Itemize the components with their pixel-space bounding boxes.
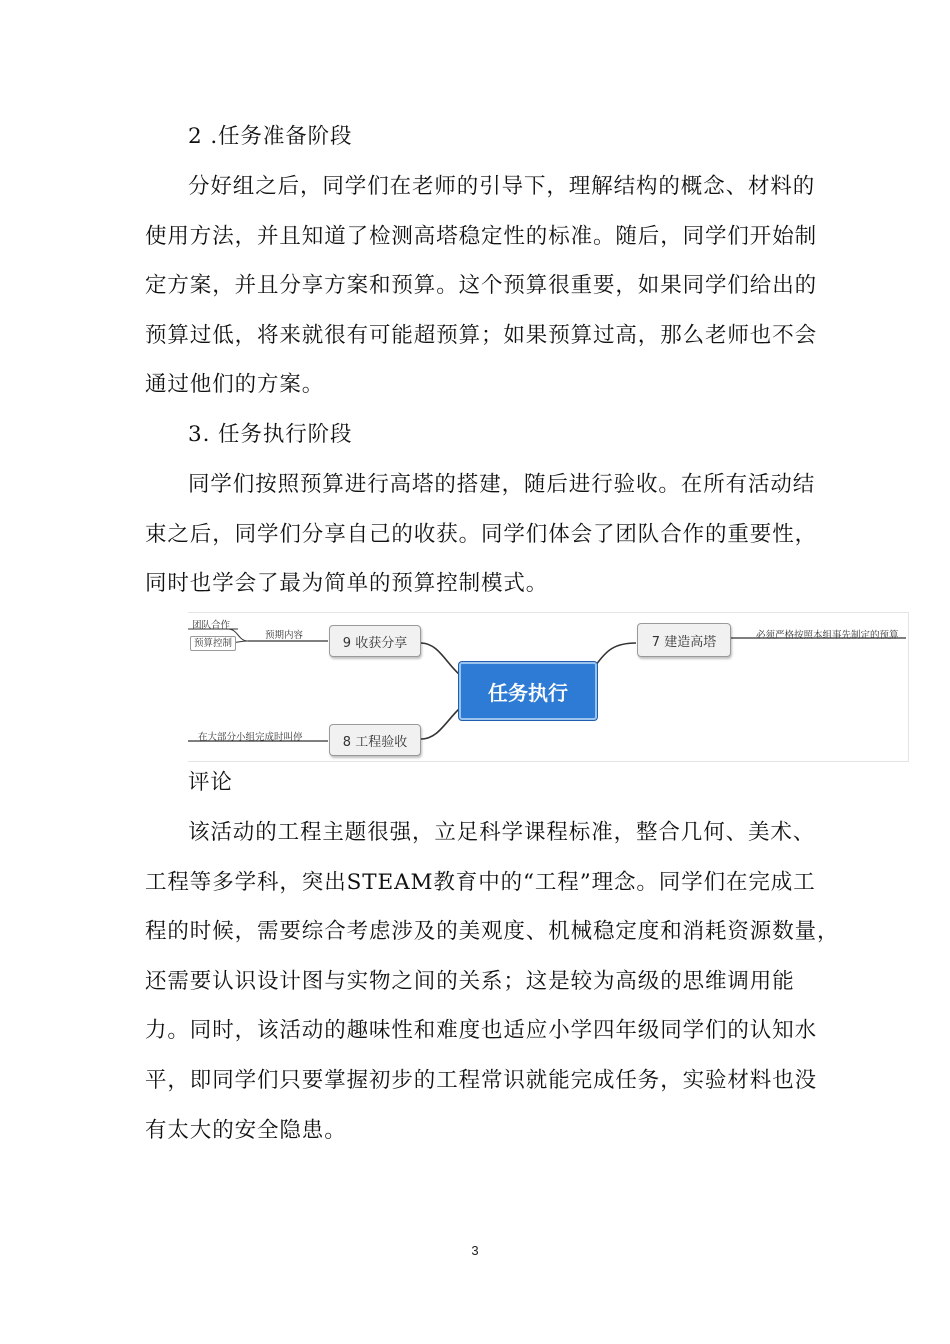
prep-paragraph-line: 预算过低，将来就很有可能超预算；如果预算过高，那么老师也不会 [145, 323, 818, 348]
exec-paragraph-line: 束之后，同学们分享自己的收获。同学们体会了团队合作的重要性， [145, 522, 818, 547]
prep-heading: 2 .任务准备阶段 [188, 124, 353, 149]
comment-paragraph-line: 有太大的安全隐患。 [145, 1118, 347, 1143]
leaf-build-rule: 必须严格按照本组事先制定的预算 [756, 630, 899, 641]
comment-paragraph-line: 力。同时，该活动的趣味性和难度也适应小学四年级同学们的认知水 [145, 1018, 818, 1043]
node-engineering-acceptance: 8 工程验收 [329, 724, 421, 756]
comment-heading: 评论 [188, 770, 233, 795]
center-node-task-execution: 任务执行 [459, 662, 597, 720]
prep-paragraph-line: 分好组之后，同学们在老师的引导下，理解结构的概念、材料的 [188, 174, 816, 199]
comment-paragraph-line: 平，即同学们只要掌握初步的工程常识就能完成任务，实验材料也没 [145, 1068, 818, 1093]
prep-paragraph-line: 通过他们的方案。 [145, 372, 325, 397]
comment-paragraph-line: 工程等多学科，突出STEAM教育中的“工程”理念。同学们在完成工 [145, 870, 816, 895]
exec-paragraph-line: 同学们按照预算进行高塔的搭建，随后进行验收。在所有活动结 [188, 472, 816, 497]
node-harvest-sharing: 9 收获分享 [329, 625, 421, 657]
node-build-tower: 7 建造高塔 [637, 623, 731, 657]
comment-paragraph-line: 该活动的工程主题很强，立足科学课程标准，整合几何、美术、 [188, 820, 816, 845]
leaf-teamwork: 团队合作 [192, 620, 231, 631]
exec-heading: 3. 任务执行阶段 [188, 422, 353, 447]
leaf-acceptance-rule: 在大部分小组完成时叫停 [198, 732, 303, 743]
leaf-budget-control: 预算控制 [190, 636, 236, 651]
page-number: 3 [471, 1243, 479, 1258]
mind-map-diagram [188, 612, 909, 762]
leaf-expected-content: 预期内容 [265, 630, 304, 641]
comment-paragraph-line: 程的时候，需要综合考虑涉及的美观度、机械稳定度和消耗资源数量， [145, 919, 840, 944]
prep-paragraph-line: 定方案，并且分享方案和预算。这个预算很重要，如果同学们给出的 [145, 273, 818, 298]
comment-paragraph-line: 还需要认识设计图与实物之间的关系；这是较为高级的思维调用能 [145, 969, 795, 994]
prep-paragraph-line: 使用方法，并且知道了检测高塔稳定性的标准。随后，同学们开始制 [145, 224, 818, 249]
exec-paragraph-line: 同时也学会了最为简单的预算控制模式。 [145, 571, 549, 596]
